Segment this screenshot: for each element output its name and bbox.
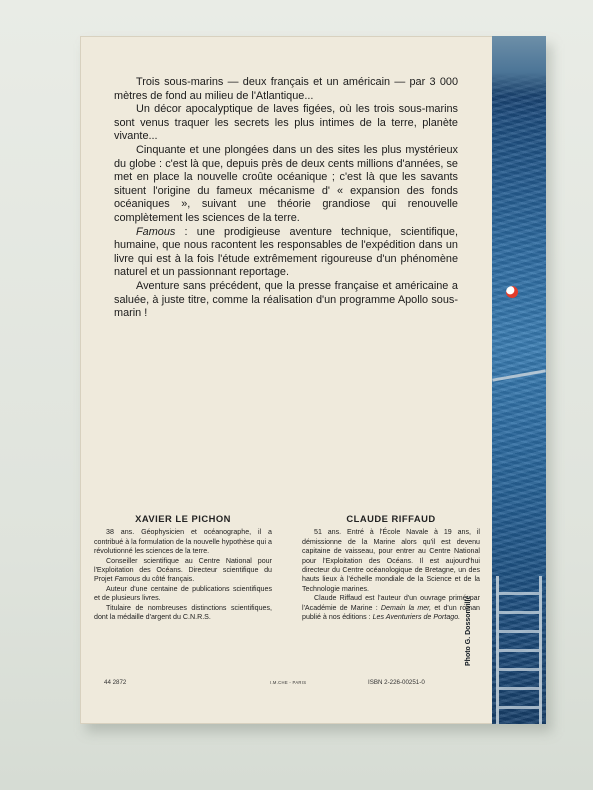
buoy-icon xyxy=(506,286,518,298)
book-back-cover xyxy=(80,36,546,724)
blurb-paragraph-5: Aventure sans précédent, que la presse française et américaine a saluée, à juste titre, comme la réalisation d'un programme Apollo sous-marin ! xyxy=(114,279,458,320)
bio-paragraph xyxy=(94,557,272,585)
bio-paragraph: 51 ans. Entré à l'École Navale à 19 ans, il démissionne de la Marine alors qu'il est devenu capitaine de vaisseau, pour entrer au Centre National pour l'Exploitation des Océans. Il est aujourd'hui directeur du Centre océanologique de Bretagne, un des hauts lieux à l'échelle mondiale de la Science et de la Technologie marines. xyxy=(302,528,480,593)
catalog-code: 44 2872 xyxy=(104,679,127,686)
blurb-paragraph-3: Cinquante et une plongées dans un des sites les plus mystérieux du globe : c'est là que, depuis près de deux cents millions d'années, se met en place la nouvelle croûte océanique ; c'est là que les savants situent l'origine du fameux mécanisme d' « expansion des fonds océaniques », suivant une théorie grandiose qui renouvelle complètement les sciences de la terre. xyxy=(114,143,458,224)
blurb-paragraph-2: Un décor apocalyptique de laves figées, où les trois sous-marins sont venus traquer les secrets les plus intimes de la terre, planète vivante... xyxy=(114,103,458,143)
bio-text: et d'un roman publié à nos éditions : xyxy=(302,603,480,622)
author-bios xyxy=(94,514,482,664)
ocean-photo-strip xyxy=(492,36,546,724)
printer-imprint: I.M.CHE - PARIS xyxy=(270,680,307,685)
author-bio-left xyxy=(94,514,272,622)
author-name-riffaud: CLAUDE RIFFAUD xyxy=(346,513,436,524)
rope-line xyxy=(492,369,546,381)
bio-paragraph: Auteur d'une centaine de publications scientifiques et de plusieurs livres. xyxy=(94,584,272,603)
bio-text: Conseiller scientifique au Centre National pour l'Exploitation des Océans. Directeur scientifique du Projet xyxy=(94,556,272,584)
blurb-title-famous: Famous xyxy=(136,225,176,238)
author-name-le-pichon: XAVIER LE PICHON xyxy=(135,513,231,524)
photo-credit: Photo G. Dossonville xyxy=(465,595,472,666)
bio-text: du côté français. xyxy=(140,575,195,584)
blurb-paragraph-4-text: : une prodigieuse aventure technique, scientifique, humaine, que nous racontent les responsables de l'expédition dans un livre qui est à la fois l'étude extrêmement rigoureuse d'un phénomène naturel et un passionnant reportage. xyxy=(114,225,458,279)
bio-paragraph xyxy=(302,594,480,622)
blurb-paragraph-1: Trois sous-marins — deux français et un américain — par 3 000 mètres de fond au milieu de l'Atlantique... xyxy=(114,76,458,102)
blurb-text xyxy=(114,76,458,321)
bio-title-italic: Famous xyxy=(114,575,141,584)
bio-title-italic: Demain la mer, xyxy=(380,603,432,612)
bio-title-italic: Les Aventuriers de Portago. xyxy=(372,613,461,622)
ladder-icon xyxy=(496,576,542,724)
blurb-paragraph-4 xyxy=(114,226,458,280)
author-bio-right xyxy=(302,514,480,622)
bio-paragraph: 38 ans. Géophysicien et océanographe, il a contribué à la formulation de la nouvelle hypothèse qui a révolutionné les sciences de la terre. xyxy=(94,528,272,556)
bio-text: Claude Riffaud est l'auteur d'un ouvrage primé par l'Académie de Marine : xyxy=(302,594,480,612)
photo-sky-area xyxy=(492,36,546,96)
bio-paragraph: Titulaire de nombreuses distinctions scientifiques, dont la médaille d'argent du C.N.R.S. xyxy=(94,603,272,622)
isbn: ISBN 2-226-00251-0 xyxy=(368,679,425,686)
